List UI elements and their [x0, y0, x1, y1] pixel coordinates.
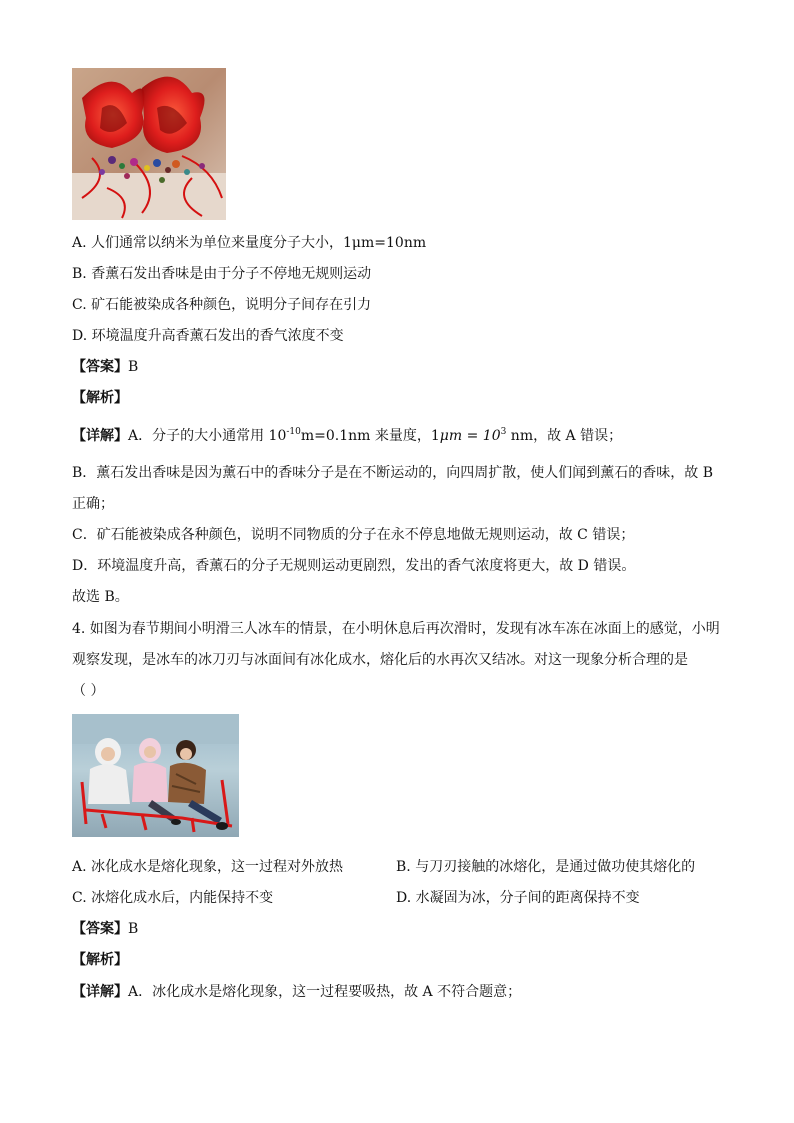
detail-a-exponent: -10 [286, 427, 301, 437]
answer-value: B [128, 921, 139, 937]
q4-option-a: A. 冰化成水是熔化现象，这一过程对外放热 [72, 859, 344, 875]
q3-detail-b-line2: 正确； [72, 496, 114, 512]
q4-stem-blank: （ ） [72, 683, 105, 699]
answer-label: 【答案】 [72, 921, 128, 937]
detail-a-exponent-2: 3 [500, 427, 507, 437]
q3-option-c: C. 矿石能被染成各种颜色，说明分子间存在引力 [72, 297, 372, 313]
detail-a-text: A．冰化成水是熔化现象，这一过程要吸热，故 A 不符合题意； [128, 984, 522, 1000]
answer-label: 【答案】 [72, 359, 128, 375]
q3-answer [72, 358, 138, 376]
q3-detail-b-line1: B．薰石发出香味是因为薰石中的香味分子是在不断运动的，向四周扩散，使人们闻到薰石的香味，故 B [72, 465, 714, 481]
q3-option-d: D. 环境温度升高香薰石发出的香气浓度不变 [72, 328, 344, 344]
q3-detail-d: D．环境温度升高，香薰石的分子无规则运动更剧烈，发出的香气浓度将更大，故 D 错误。 [72, 558, 636, 574]
q4-stem-line2: 观察发现，是冰车的冰刀刃与冰面间有冰化成水，熔化后的水再次又结冰。对这一现象分析合理的是 [72, 652, 688, 668]
q3-detail-a [72, 427, 622, 445]
detail-a-post: nm，故 A 错误； [506, 428, 623, 444]
scented-stones-photo [72, 68, 226, 220]
q3-analysis-label: 【解析】 [72, 390, 128, 406]
detail-a-pre: A．分子的大小通常用 10 [128, 428, 287, 444]
detail-a-mid: m=0.1nm 来量度，1 [300, 428, 440, 444]
answer-value: B [128, 359, 139, 375]
detail-label: 【详解】 [72, 428, 128, 444]
detail-a-unit: μm = 10 [439, 428, 501, 444]
q4-option-d: D. 水凝固为冰，分子间的距离保持不变 [396, 890, 640, 906]
ice-sled-photo [72, 714, 239, 837]
detail-label: 【详解】 [72, 984, 128, 1000]
q3-option-a: A. 人们通常以纳米为单位来量度分子大小，1μm=10nm [72, 235, 427, 251]
q3-detail-c: C．矿石能被染成各种颜色，说明不同物质的分子在永不停息地做无规则运动，故 C 错误； [72, 527, 635, 543]
q4-option-b: B. 与刀刃接触的冰熔化，是通过做功使其熔化的 [396, 859, 696, 875]
q4-analysis-label: 【解析】 [72, 952, 128, 968]
q4-detail-a [72, 983, 521, 1001]
q4-answer [72, 920, 138, 938]
q4-stem-line1: 4. 如图为春节期间小明滑三人冰车的情景，在小明休息后再次滑时，发现有冰车冻在冰面上的感觉，小明 [72, 621, 720, 637]
q3-conclusion: 故选 B。 [72, 589, 129, 605]
q4-option-c: C. 冰熔化成水后，内能保持不变 [72, 890, 274, 906]
q3-option-b: B. 香薰石发出香味是由于分子不停地无规则运动 [72, 266, 372, 282]
